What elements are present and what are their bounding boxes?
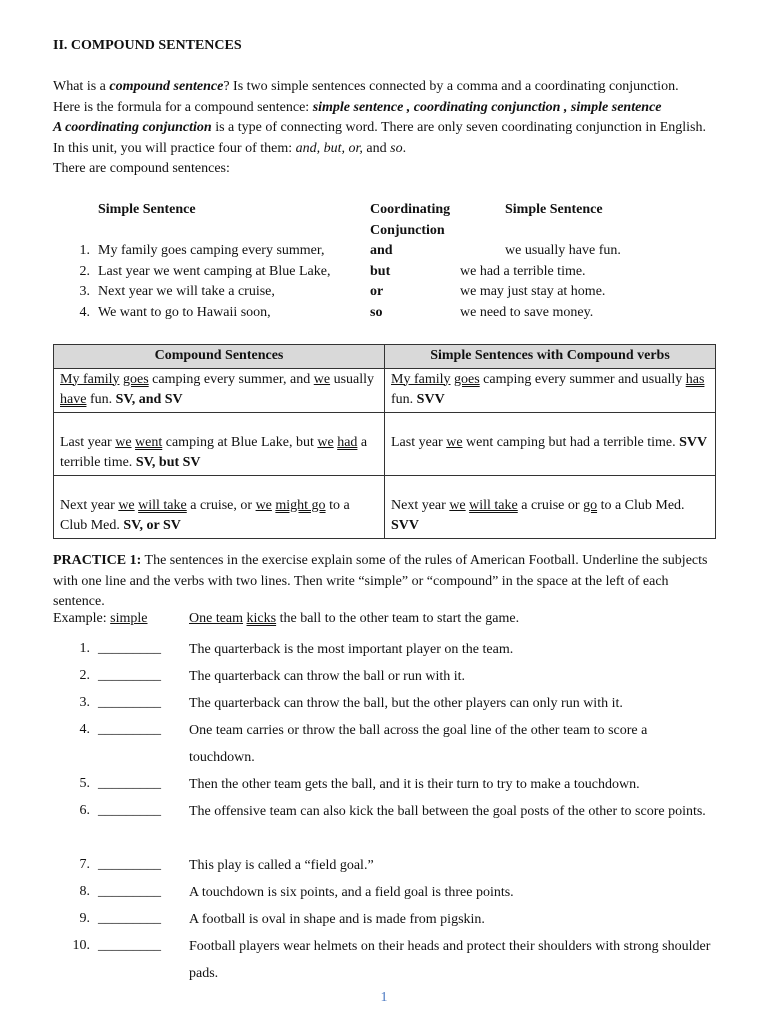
text-run: a cruise, or	[186, 497, 256, 513]
item-sentence: The offensive team can also kick the ball between the goal posts of the other to score points.	[189, 804, 706, 819]
row-number: 2.	[79, 263, 90, 279]
answer-blank[interactable]: _________	[98, 695, 161, 710]
header-compound-sentences: Compound Sentences	[54, 345, 385, 369]
text-run: went camping but had a terrible time.	[462, 434, 680, 450]
subject: My family	[391, 371, 451, 387]
exercise-list	[0, 612, 768, 990]
example-family-compound	[60, 370, 379, 411]
pattern-label: SV, but SV	[135, 455, 201, 470]
item-number: 3.	[79, 695, 90, 710]
text-run: to a Club Med.	[60, 497, 350, 533]
example-cruise-simple	[391, 496, 710, 537]
text-run: a terrible time.	[60, 434, 368, 470]
pattern-label: SV, or SV	[123, 518, 181, 533]
item-sentence: The quarterback can throw the ball, but the other players can only run with it.	[189, 696, 623, 711]
compound-cell	[54, 368, 385, 412]
item-sentence: The quarterback can throw the ball or run with it.	[189, 669, 466, 684]
row-number: 1.	[79, 243, 90, 258]
subject: we	[118, 497, 135, 513]
verb: went	[135, 434, 163, 450]
answer-blank[interactable]: _________	[98, 803, 161, 818]
item-sentence: The quarterback is the most important player on the team.	[189, 642, 514, 657]
list-item	[0, 909, 768, 936]
practice-paragraph	[53, 551, 713, 613]
second-clause: we may just stay at home.	[460, 284, 606, 299]
second-clause: we need to save money.	[460, 304, 594, 320]
item-number: 1.	[79, 641, 90, 656]
chart-col-simple-sentence-2: Simple Sentence	[505, 202, 603, 217]
list-item	[0, 639, 768, 666]
text-run: camping every summer, and	[148, 371, 314, 387]
examples-intro: There are compound sentences:	[53, 161, 230, 176]
chart-col-simple-sentence: Simple Sentence	[98, 202, 196, 217]
item-number: 8.	[79, 884, 90, 899]
first-clause: We want to go to Hawaii soon,	[98, 304, 271, 320]
item-number: 10.	[72, 938, 90, 953]
answer-blank[interactable]: _________	[98, 776, 161, 791]
item-number: 5.	[79, 776, 90, 791]
verb: goes	[123, 371, 149, 387]
pattern-label: SVV	[416, 392, 445, 407]
item-sentence: Football players wear helmets on their heads and protect their shoulders with strong shoulder pads.	[189, 939, 711, 981]
subject: My family	[60, 371, 120, 387]
text-run: Last year	[391, 434, 447, 450]
section-heading: II. COMPOUND SENTENCES	[53, 38, 242, 53]
conjunction: and	[370, 243, 393, 258]
row-number: 4.	[79, 304, 90, 320]
list-item	[0, 882, 768, 909]
conjunction: but	[370, 263, 391, 279]
term-compound-sentence: compound sentence	[109, 79, 224, 94]
simple-cell	[385, 368, 716, 412]
conjunction: or	[370, 284, 384, 299]
list-item	[0, 774, 768, 801]
subject: we	[255, 497, 272, 513]
formula-text: simple sentence , coordinating conjunction , simple sentence	[312, 99, 662, 115]
verb: kicks	[246, 611, 277, 626]
text-run: and	[362, 140, 391, 156]
chart-header-row-2	[0, 221, 768, 242]
item-number: 2.	[79, 668, 90, 683]
conjunction-list: and, but, or,	[295, 140, 363, 156]
chart-row	[0, 241, 768, 262]
example-label	[53, 609, 148, 630]
item-number: 4.	[79, 722, 90, 737]
item-number: 7.	[79, 857, 90, 872]
chart-row	[0, 262, 768, 283]
list-item	[0, 693, 768, 720]
first-clause: Last year we went camping at Blue Lake,	[98, 263, 331, 279]
verb: might go	[275, 497, 326, 513]
item-sentence: A touchdown is six points, and a field goal is three points.	[189, 885, 514, 900]
answer-blank[interactable]: _________	[98, 911, 161, 926]
comparison-table	[53, 344, 716, 539]
page-number: 1	[380, 990, 388, 1005]
subject: we	[313, 371, 331, 387]
term-coordinating-conjunction: A coordinating conjunction	[53, 120, 212, 135]
verb: goes	[454, 371, 480, 387]
item-sentence: One team carries or throw the ball across the goal line of the other team to score a touchdown.	[189, 723, 648, 765]
chart-header-row	[0, 200, 768, 221]
conjunction: so	[370, 304, 383, 320]
intro-paragraph	[53, 77, 713, 180]
verb: had	[337, 434, 358, 450]
chart-col-coordinating: Coordinating	[370, 202, 451, 217]
table-row	[54, 475, 716, 538]
text-run: Next year	[391, 497, 450, 513]
chart-col-conjunction: Conjunction	[370, 222, 445, 238]
list-item	[0, 855, 768, 882]
answer-blank[interactable]: _________	[98, 641, 161, 656]
item-number: 6.	[79, 803, 90, 818]
subject: we	[317, 434, 334, 450]
item-number: 9.	[79, 911, 90, 926]
text-run: camping every summer and usually	[479, 371, 686, 387]
compound-cell	[54, 475, 385, 538]
practice-instructions	[53, 551, 713, 613]
header-simple-compound-verbs: Simple Sentences with Compound verbs	[385, 345, 716, 369]
text-run: What is a	[53, 79, 110, 94]
chart-row	[0, 303, 768, 324]
subject: we	[449, 497, 466, 513]
compound-cell	[54, 412, 385, 475]
verb: have	[60, 392, 87, 407]
formula-line	[53, 98, 713, 119]
answer-blank[interactable]: _________	[98, 938, 161, 953]
text-run: Example:	[53, 611, 111, 626]
second-clause: we usually have fun.	[505, 243, 621, 258]
verb: will take	[469, 497, 518, 513]
table-row	[54, 412, 716, 475]
verb: has	[685, 371, 705, 387]
text-run: Here is the formula for a compound sentence:	[53, 99, 313, 115]
text-run: ? Is two simple sentences connected by a comma and a coordinating conjunction.	[223, 79, 679, 94]
text-run: a cruise or	[517, 497, 584, 513]
example-cruise-compound	[60, 496, 379, 537]
item-sentence: This play is called a “field goal.”	[189, 858, 374, 873]
text-run: is a type of connecting word. There are only seven coordinating conjunction in English. In this unit, you will practice four of them:	[53, 120, 706, 156]
simple-cell	[385, 475, 716, 538]
text-run: to a Club Med.	[597, 497, 685, 513]
item-sentence: Then the other team gets the ball, and it is their turn to try to make a touchdown.	[189, 777, 640, 792]
verb: go	[583, 497, 598, 513]
definition-line	[53, 77, 713, 98]
pattern-label: SVV	[391, 518, 420, 533]
text-run: .	[402, 140, 407, 156]
table-header-row	[54, 345, 716, 369]
subject: we	[115, 434, 132, 450]
pattern-label: SV, and SV	[115, 392, 183, 407]
first-clause: My family goes camping every summer,	[98, 243, 325, 258]
subject: we	[446, 434, 463, 450]
example-row	[0, 612, 768, 639]
text-run: fun.	[391, 392, 417, 407]
second-clause: we had a terrible time.	[460, 263, 586, 279]
sentence-formula-chart	[0, 200, 768, 323]
answer-blank[interactable]: _________	[98, 857, 161, 872]
text-run: Next year	[60, 497, 119, 513]
table-row	[54, 368, 716, 412]
text-run: the ball to the other team to start the game.	[276, 611, 520, 626]
text-run: Last year	[60, 434, 116, 450]
text-run: fun.	[86, 392, 116, 407]
example-lake-compound	[60, 433, 379, 474]
example-sentence	[189, 609, 519, 630]
chart-row	[0, 282, 768, 303]
practice-label: PRACTICE 1:	[53, 553, 142, 568]
list-item	[0, 936, 768, 990]
list-item	[0, 801, 768, 855]
example-family-simple	[391, 370, 710, 411]
first-clause: Next year we will take a cruise,	[98, 284, 275, 299]
conjunction-so: so	[390, 140, 403, 156]
pattern-label: SVV	[679, 434, 708, 450]
subject: One team	[189, 611, 244, 626]
answer-blank[interactable]: _________	[98, 884, 161, 899]
item-sentence: A football is oval in shape and is made from pigskin.	[189, 912, 485, 927]
answer-blank[interactable]: _________	[98, 668, 161, 683]
conjunction-definition	[53, 118, 713, 159]
answer-blank[interactable]: _________	[98, 722, 161, 737]
list-item	[0, 720, 768, 774]
text-run: usually	[330, 371, 375, 387]
row-number: 3.	[79, 284, 90, 299]
verb: will take	[138, 497, 187, 513]
text-run: camping at Blue Lake, but	[162, 434, 318, 450]
example-lake-simple	[391, 433, 710, 454]
list-item	[0, 666, 768, 693]
practice-text: The sentences in the exercise explain some of the rules of American Football. Underline the subjects with one line and the verbs with two lines. Then write “simple” or “compound” in the space at the left of each sentence.	[53, 553, 708, 609]
simple-cell	[385, 412, 716, 475]
example-answer: simple	[110, 611, 148, 626]
